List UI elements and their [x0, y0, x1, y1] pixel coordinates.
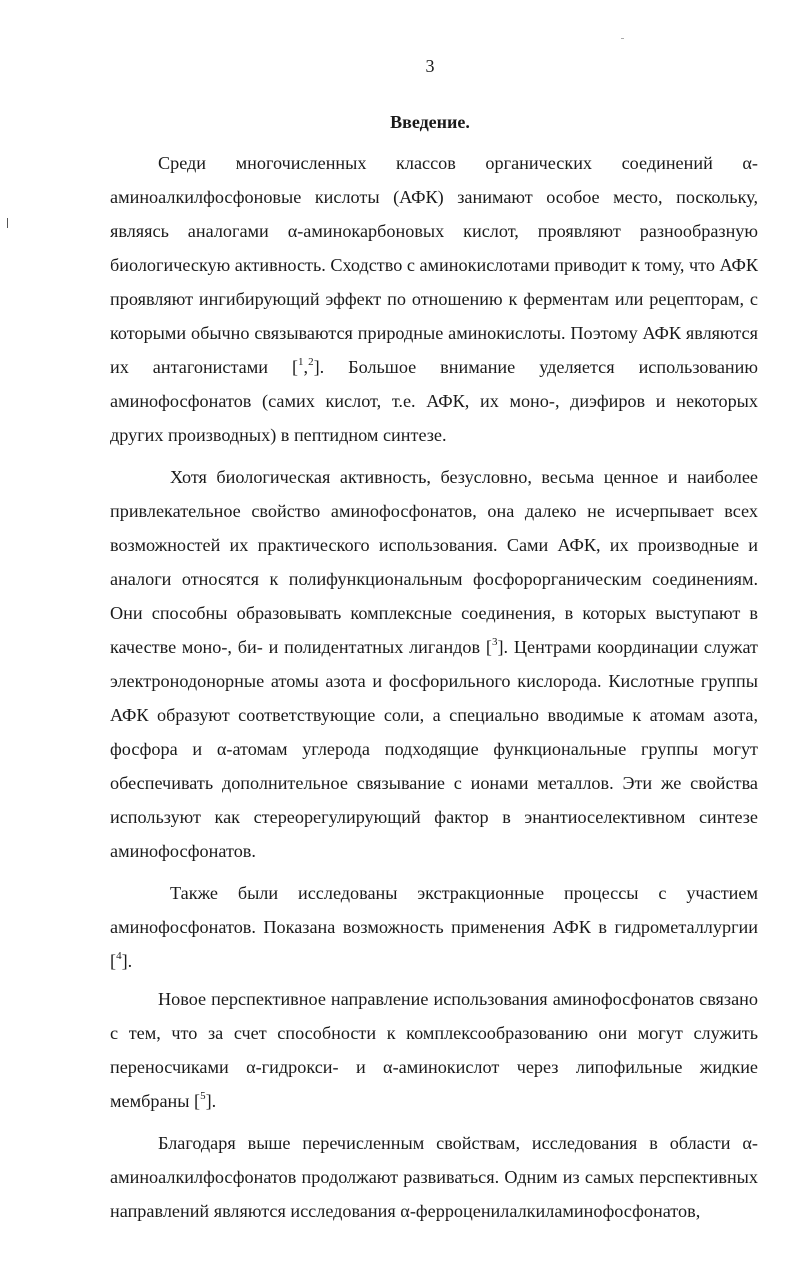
citation-2: 2 [308, 355, 314, 368]
scan-speck [621, 38, 624, 39]
section-heading: Введение. [390, 112, 470, 132]
paragraph-1-text-end: ]. Большое внимание уделяется использованию аминофосфонатов (самих кислот, т.е. АФК, их моно-, диэфиров и некоторых других производных) в пептидном синтезе. [110, 357, 758, 445]
paragraph-2-text-end: ]. Центрами координации служат электронодонорные атомы азота и фосфорильного кислорода. Кислотные группы АФК образуют соответствующие соли, а специально вводимые к атомам азота, фосфора и α-атомам углерода подходящие функциональные группы могут обеспечивать дополнительное связывание с ионами металлов. Эти же свойства используют как стереорегулирующий фактор в энантиоселективном синтезе аминофосфонатов. [110, 637, 759, 861]
paragraph-1 [110, 146, 758, 452]
paragraph-4 [110, 982, 758, 1118]
paragraph-5-text: Благодаря выше перечисленным свойствам, исследования в области α-аминоалкилфосфонатов продолжают развиваться. Одним из самых перспективных направлений являются исследования α-ферроценилалкиламинофосфонатов, [110, 1133, 758, 1221]
paragraph-2 [110, 460, 758, 868]
body-text [110, 146, 758, 1228]
page-number: 3 [425, 56, 435, 76]
paragraph-5 [110, 1126, 758, 1228]
paragraph-4-text-end: ]. [205, 1091, 217, 1111]
paragraph-3-text: Также были исследованы экстракционные процессы с участием аминофосфонатов. Показана возможность применения АФК в гидрометаллургии [ [110, 883, 758, 971]
citation-4: 4 [116, 949, 122, 962]
citation-5: 5 [200, 1089, 206, 1102]
margin-mark [7, 218, 8, 228]
paragraph-3 [110, 876, 758, 978]
paragraph-1-text: Среди многочисленных классов органических соединений α-аминоалкилфосфоновые кислоты (АФК) занимают особое место, поскольку, являясь аналогами α-аминокарбоновых кислот, проявляют разнообразную биологическую активность. Сходство с аминокислотами приводит к тому, что АФК проявляют ингибирующий эффект по отношению к ферментам или рецепторам, с которыми обычно связываются природные аминокислоты. Поэтому АФК являются их антагонистами [ [110, 153, 758, 377]
paragraph-3-text-end: ]. [121, 951, 133, 971]
citation-3: 3 [491, 635, 498, 648]
paragraph-2-text: Хотя биологическая активность, безусловно, весьма ценное и наиболее привлекательное свойство аминофосфонатов, она далеко не исчерпывает всех возможностей их практического использования. Сами АФК, их производные и аналоги относятся к полифункциональным фосфорорганическим соединениям. Они способны образовывать комплексные соединения, в которых выступают в качестве моно-, би- и полидентатных лигандов [ [110, 467, 758, 657]
paragraph-4-text: Новое перспективное направление использования аминофосфонатов связано с тем, что за счет способности к комплексообразованию они могут служить переносчиками α-гидрокси- и α-аминокислот через липофильные жидкие мембраны [ [110, 989, 758, 1111]
citation-1: 1 [298, 355, 304, 368]
citation-separator: , [303, 357, 309, 377]
